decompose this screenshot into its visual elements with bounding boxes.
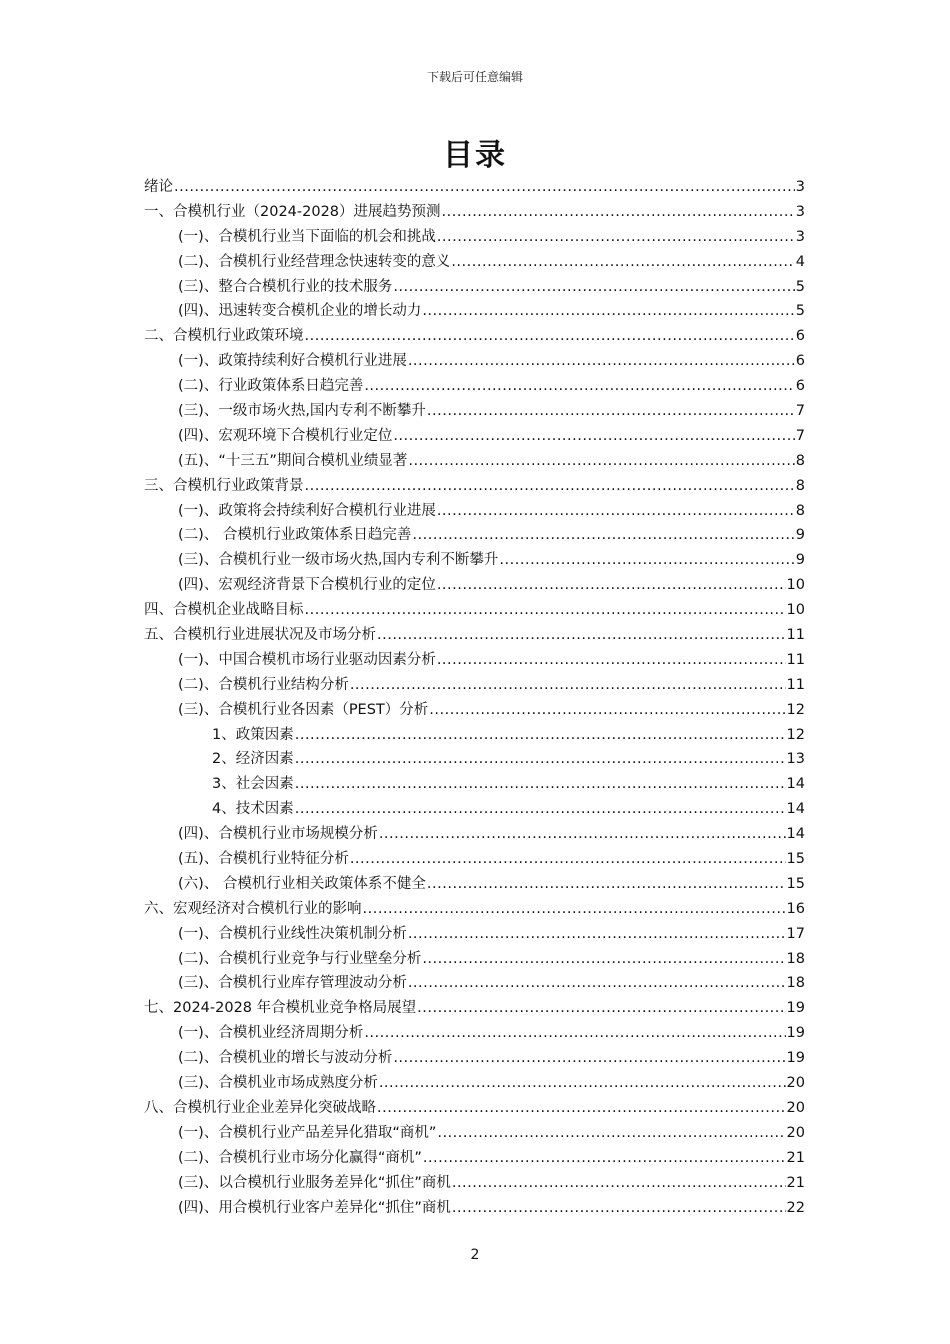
- toc-entry[interactable]: [144, 623, 805, 648]
- toc-entry-page: 8: [795, 452, 805, 469]
- toc-entry-page: 7: [795, 403, 805, 419]
- toc-entry[interactable]: [144, 200, 805, 225]
- toc-entry-title: (三)、合模机行业各因素（PEST）分析: [178, 701, 429, 718]
- toc-entry-title: 六、宏观经济对合模机行业的影响: [144, 900, 362, 917]
- toc-entry-page: 21: [786, 1174, 805, 1191]
- toc-dot-leader: [437, 1121, 785, 1146]
- toc-dot-leader: [437, 499, 795, 524]
- toc-entry[interactable]: [144, 299, 805, 324]
- toc-entry-title: (三)、以合模机行业服务差异化“抓住”商机: [178, 1174, 451, 1191]
- toc-entry-title: (一)、中国合模机市场行业驱动因素分析: [178, 651, 436, 668]
- toc-entry-title: 七、2024-2028 年合模机业竞争格局展望: [144, 1000, 417, 1017]
- toc-entry-title: (二)、行业政策体系日趋完善: [178, 378, 364, 395]
- toc-entry[interactable]: [144, 897, 805, 922]
- toc-entry[interactable]: [144, 847, 805, 872]
- toc-entry-title: (一)、合模机行业当下面临的机会和挑战: [178, 228, 436, 245]
- toc-dot-leader: [350, 673, 786, 698]
- toc-dot-leader: [437, 648, 786, 673]
- toc-entry[interactable]: [144, 424, 805, 449]
- toc-entry-title: 绪论: [144, 178, 173, 195]
- toc-entry-page: 6: [795, 353, 805, 370]
- toc-dot-leader: [442, 200, 795, 225]
- toc-entry-page: 5: [795, 278, 805, 295]
- toc-entry[interactable]: [144, 523, 805, 548]
- toc-dot-leader: [393, 424, 794, 449]
- toc-entry-title: 二、合模机行业政策环境: [144, 328, 304, 345]
- toc-entry[interactable]: [144, 922, 805, 947]
- toc-entry-page: 11: [786, 651, 805, 668]
- toc-dot-leader: [427, 872, 786, 897]
- toc-entry-page: 3: [795, 228, 805, 245]
- toc-entry-page: 3: [795, 203, 805, 220]
- toc-entry[interactable]: [144, 747, 805, 772]
- toc-entry-page: 5: [795, 303, 805, 320]
- toc-entry-title: (二)、合模机行业经营理念快速转变的意义: [178, 253, 451, 270]
- toc-entry-title: (三)、合模机行业一级市场火热,国内专利不断攀升: [178, 552, 499, 569]
- toc-entry[interactable]: [144, 250, 805, 275]
- toc-entry[interactable]: [144, 673, 805, 698]
- toc-dot-leader: [305, 474, 795, 499]
- toc-entry-page: 6: [795, 378, 805, 395]
- toc-entry-page: 8: [795, 477, 805, 494]
- toc-entry-page: 12: [786, 701, 805, 718]
- toc-entry-page: 19: [786, 1000, 805, 1017]
- toc-dot-leader: [422, 947, 785, 972]
- toc-entry-title: (四)、用合模机行业客户差异化“抓住”商机: [178, 1199, 451, 1216]
- toc-entry[interactable]: [144, 449, 805, 474]
- toc-dot-leader: [393, 275, 794, 300]
- toc-dot-leader: [452, 1171, 786, 1196]
- toc-dot-leader: [417, 996, 785, 1021]
- toc-entry[interactable]: [144, 1121, 805, 1146]
- toc-entry-page: 6: [795, 328, 805, 345]
- toc-entry-title: (一)、合模机业经济周期分析: [178, 1025, 364, 1042]
- toc-entry[interactable]: [144, 349, 805, 374]
- toc-entry[interactable]: [144, 1071, 805, 1096]
- toc-entry[interactable]: [144, 972, 805, 997]
- toc-entry-title: (三)、一级市场火热,国内专利不断攀升: [178, 403, 426, 419]
- toc-dot-leader: [408, 349, 795, 374]
- toc-entry-page: 18: [786, 975, 805, 992]
- toc-entry[interactable]: [144, 822, 805, 847]
- toc-dot-leader: [408, 922, 786, 947]
- toc-dot-leader: [379, 1071, 786, 1096]
- toc-dot-leader: [429, 698, 785, 723]
- toc-entry-page: 21: [786, 1149, 805, 1166]
- toc-entry-title: 一、合模机行业（2024-2028）进展趋势预测: [144, 203, 441, 220]
- toc-dot-leader: [422, 299, 794, 324]
- toc-dot-leader: [379, 822, 786, 847]
- toc-entry-title: (五)、合模机行业特征分析: [178, 851, 349, 868]
- toc-dot-leader: [295, 723, 786, 748]
- toc-dot-leader: [408, 972, 786, 997]
- table-of-contents: [144, 175, 805, 1220]
- toc-dot-leader: [437, 573, 786, 598]
- toc-entry-page: 11: [786, 627, 805, 644]
- toc-entry[interactable]: [144, 573, 805, 598]
- toc-entry[interactable]: [144, 648, 805, 673]
- toc-entry-title: 三、合模机行业政策背景: [144, 477, 304, 494]
- toc-entry[interactable]: [144, 772, 805, 797]
- toc-dot-leader: [408, 449, 794, 474]
- toc-entry-page: 20: [786, 1124, 805, 1141]
- toc-dot-leader: [295, 772, 786, 797]
- toc-entry-title: (二)、 合模机行业政策体系日趋完善: [178, 527, 412, 544]
- toc-entry[interactable]: [144, 797, 805, 822]
- toc-entry-page: 15: [786, 851, 805, 868]
- toc-dot-leader: [364, 374, 794, 399]
- toc-entry-page: 14: [786, 801, 805, 818]
- toc-dot-leader: [305, 598, 786, 623]
- toc-entry-page: 10: [786, 602, 805, 619]
- toc-entry-page: 17: [786, 925, 805, 942]
- page-header-note: 下载后可任意编辑: [426, 70, 523, 84]
- toc-entry-page: 3: [795, 178, 805, 195]
- toc-entry-title: (三)、合模机行业库存管理波动分析: [178, 975, 407, 992]
- toc-entry-page: 8: [795, 502, 805, 519]
- toc-dot-leader: [393, 1046, 785, 1071]
- toc-entry[interactable]: [144, 996, 805, 1021]
- toc-entry-title: (四)、宏观环境下合模机行业定位: [178, 427, 393, 444]
- toc-dot-leader: [452, 1196, 786, 1221]
- toc-entry-page: 19: [786, 1025, 805, 1042]
- toc-entry-title: (一)、合模机行业产品差异化猎取“商机”: [178, 1124, 437, 1141]
- toc-entry-page: 9: [795, 552, 805, 569]
- toc-entry-title: 五、合模机行业进展状况及市场分析: [144, 627, 376, 644]
- toc-dot-leader: [437, 225, 795, 250]
- toc-entry[interactable]: [144, 1171, 805, 1196]
- toc-entry-title: (四)、迅速转变合模机企业的增长动力: [178, 303, 422, 320]
- toc-entry-title: (二)、合模机行业竞争与行业壁垒分析: [178, 950, 422, 967]
- toc-entry-page: 7: [795, 427, 805, 444]
- toc-dot-leader: [295, 797, 786, 822]
- toc-entry-page: 15: [786, 875, 805, 892]
- toc-entry-page: 14: [786, 776, 805, 793]
- toc-entry[interactable]: [144, 275, 805, 300]
- toc-entry[interactable]: [144, 499, 805, 524]
- toc-dot-leader: [377, 1096, 786, 1121]
- toc-entry[interactable]: [144, 947, 805, 972]
- toc-dot-leader: [174, 175, 795, 200]
- toc-entry-title: 1、政策因素: [212, 726, 294, 743]
- toc-entry-title: (二)、合模机行业市场分化赢得“商机”: [178, 1149, 422, 1166]
- toc-entry-title: 2、经济因素: [212, 751, 294, 768]
- toc-entry-title: 八、合模机行业企业差异化突破战略: [144, 1099, 376, 1116]
- toc-dot-leader: [364, 1021, 785, 1046]
- toc-entry-page: 14: [786, 826, 805, 843]
- toc-dot-leader: [499, 548, 794, 573]
- toc-entry-page: 13: [786, 751, 805, 768]
- toc-entry-title: 3、社会因素: [212, 776, 294, 793]
- toc-entry-title: (五)、“十三五”期间合模机业绩显著: [178, 452, 408, 469]
- toc-entry-page: 16: [786, 900, 805, 917]
- page-number: 2: [470, 1247, 480, 1263]
- toc-entry[interactable]: [144, 723, 805, 748]
- toc-entry-title: (四)、合模机行业市场规模分析: [178, 826, 378, 843]
- toc-entry-page: 20: [786, 1075, 805, 1092]
- toc-entry-page: 12: [786, 726, 805, 743]
- toc-entry-title: (一)、合模机行业线性决策机制分析: [178, 925, 407, 942]
- toc-entry[interactable]: [144, 1021, 805, 1046]
- toc-entry-title: (三)、合模机业市场成熟度分析: [178, 1075, 378, 1092]
- toc-entry[interactable]: [144, 598, 805, 623]
- toc-entry-title: 四、合模机企业战略目标: [144, 602, 304, 619]
- toc-entry-title: 4、技术因素: [212, 801, 294, 818]
- toc-dot-leader: [377, 623, 786, 648]
- toc-entry-page: 19: [786, 1050, 805, 1067]
- toc-entry-title: (三)、整合合模机行业的技术服务: [178, 278, 393, 295]
- toc-entry[interactable]: [144, 1046, 805, 1071]
- toc-entry[interactable]: [144, 225, 805, 250]
- toc-entry[interactable]: [144, 1196, 805, 1221]
- toc-entry-page: 20: [786, 1099, 805, 1116]
- toc-entry-title: (四)、宏观经济背景下合模机行业的定位: [178, 577, 436, 594]
- toc-entry[interactable]: [144, 872, 805, 897]
- toc-entry[interactable]: [144, 175, 805, 200]
- page-title: 目录: [443, 138, 507, 173]
- toc-entry[interactable]: [144, 1146, 805, 1171]
- toc-dot-leader: [451, 250, 794, 275]
- toc-entry-title: (一)、政策持续利好合模机行业进展: [178, 353, 407, 370]
- toc-entry-title: (二)、合模机业的增长与波动分析: [178, 1050, 393, 1067]
- toc-entry-title: (六)、 合模机行业相关政策体系不健全: [178, 875, 426, 892]
- toc-dot-leader: [363, 897, 786, 922]
- toc-entry-page: 22: [786, 1199, 805, 1216]
- toc-dot-leader: [427, 399, 795, 424]
- toc-entry[interactable]: [144, 548, 805, 573]
- toc-entry[interactable]: [144, 698, 805, 723]
- toc-entry-page: 9: [795, 527, 805, 544]
- toc-dot-leader: [412, 523, 794, 548]
- toc-entry-page: 18: [786, 950, 805, 967]
- toc-entry-page: 4: [795, 253, 805, 270]
- toc-entry[interactable]: [144, 324, 805, 349]
- toc-entry[interactable]: [144, 399, 805, 424]
- toc-dot-leader: [295, 747, 786, 772]
- toc-entry[interactable]: [144, 474, 805, 499]
- toc-dot-leader: [350, 847, 786, 872]
- toc-entry[interactable]: [144, 374, 805, 399]
- toc-dot-leader: [305, 324, 795, 349]
- toc-entry-title: (二)、合模机行业结构分析: [178, 676, 349, 693]
- toc-entry-page: 11: [786, 676, 805, 693]
- toc-dot-leader: [423, 1146, 786, 1171]
- toc-entry-title: (一)、政策将会持续利好合模机行业进展: [178, 502, 436, 519]
- toc-entry-page: 10: [786, 577, 805, 594]
- toc-entry[interactable]: [144, 1096, 805, 1121]
